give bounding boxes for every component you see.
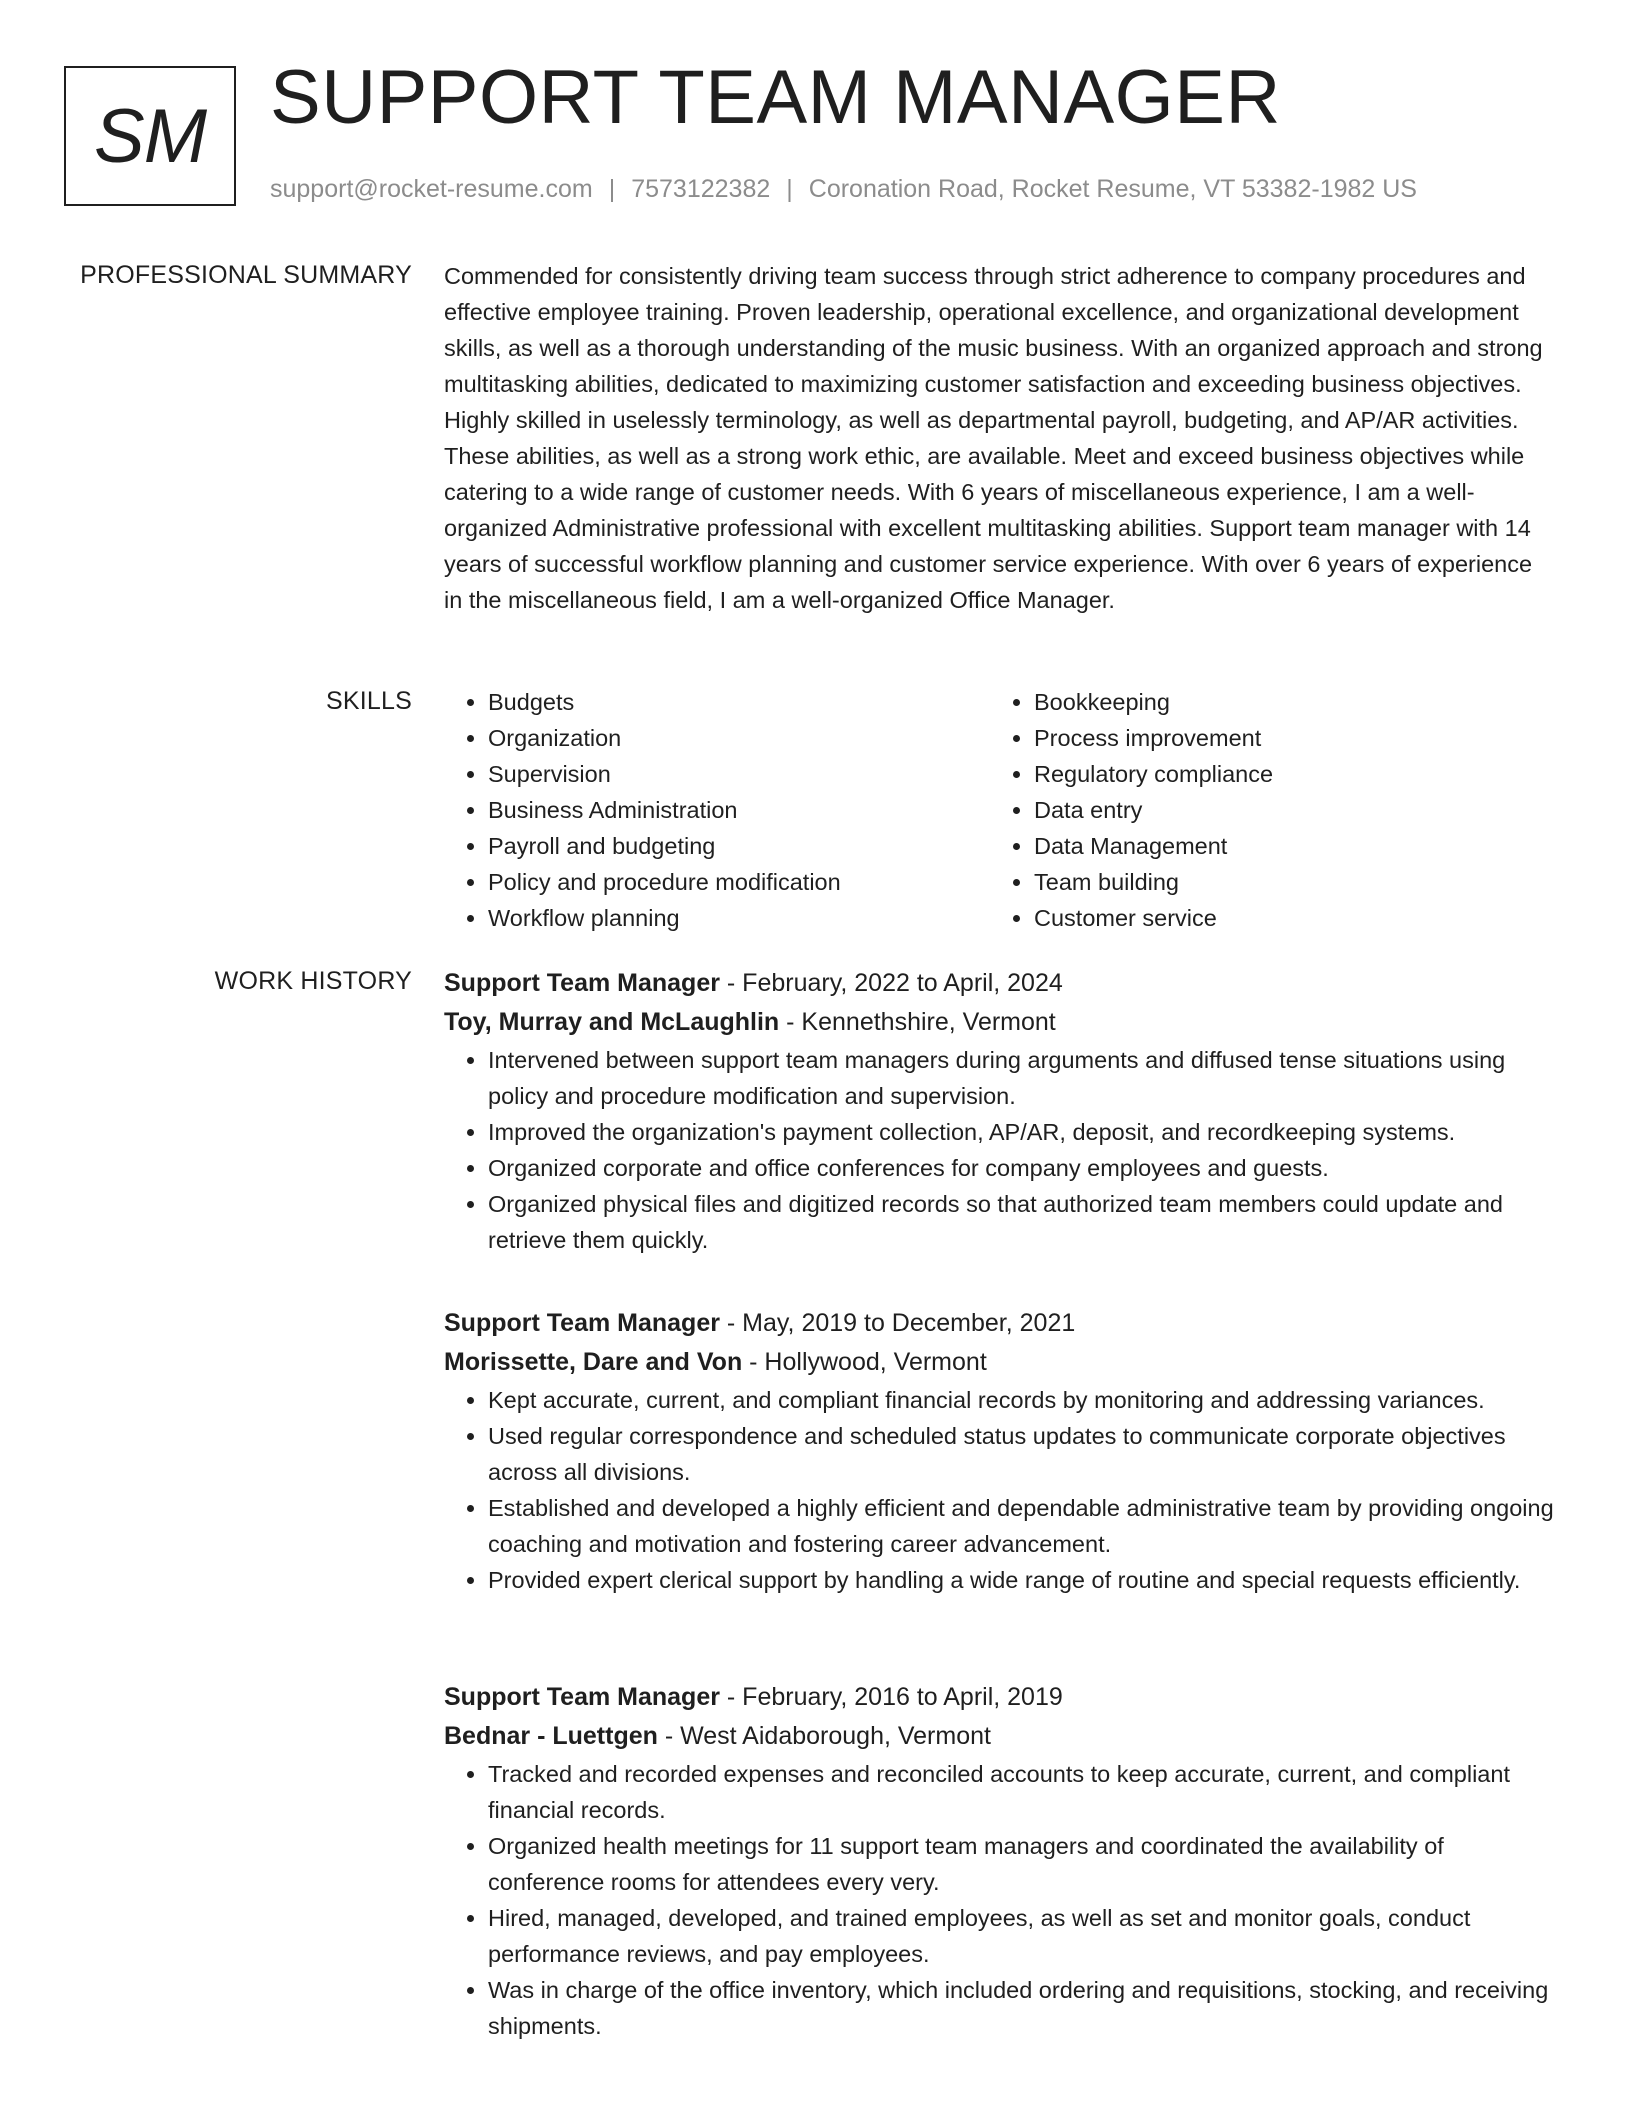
job-location: - Hollywood, Vermont [742, 1348, 987, 1376]
job-bullet: • Intervened between support team managers during arguments and diffused tense situations using policy and procedure modification and supervision. [488, 1042, 1556, 1114]
job-bullet: • Used regular correspondence and scheduled status updates to communicate corporate objectives across all divisions. [488, 1418, 1556, 1490]
job-entry [444, 1304, 1556, 1598]
skills-list-left [444, 684, 990, 936]
job-bullet: • Improved the organization's payment collection, AP/AR, deposit, and recordkeeping systems. [488, 1114, 1556, 1150]
job-company-line [444, 1717, 1556, 1756]
job-title-line [444, 1678, 1556, 1717]
skills-body [444, 684, 1556, 936]
skill-item: • Supervision [488, 756, 990, 792]
skill-item: • Bookkeeping [1034, 684, 1536, 720]
summary-text: Commended for consistently driving team success through strict adherence to company procedures and effective employee training. Proven leadership, operational excellence, and organizational development skills, as well as a thorough understanding of the music business. With an organized approach and strong multitasking abilities, dedicated to maximizing customer satisfaction and exceeding business objectives. Highly skilled in uselessly terminology, as well as departmental payroll, budgeting, and AP/AR activities. These abilities, as well as a strong work ethic, are available. Meet and exceed business objectives while catering to a wide range of customer needs. With 6 years of miscellaneous experience, I am a well-organized Administrative professional with excellent multitasking abilities. Support team manager with 14 years of successful workflow planning and customer service experience. With over 6 years of experience in the miscellaneous field, I am a well-organized Office Manager. [444, 263, 1543, 613]
job-title: Support Team Manager [444, 1309, 720, 1337]
job-entry [444, 964, 1556, 1258]
skill-item: • Organization [488, 720, 990, 756]
job-dates: - February, 2022 to April, 2024 [719, 969, 1063, 997]
job-bullet: • Organized corporate and office conferences for company employees and guests. [488, 1150, 1556, 1186]
job-bullets [444, 1756, 1556, 2044]
contact-email[interactable]: support@rocket-resume.com [270, 175, 593, 203]
job-bullet: • Hired, managed, developed, and trained employees, as well as set and monitor goals, conduct performance reviews, and pay employees. [488, 1900, 1556, 1972]
contact-line [270, 174, 1417, 204]
job-bullets [444, 1382, 1556, 1598]
job-company: Bednar - Luettgen [444, 1722, 658, 1750]
skill-item: • Data entry [1034, 792, 1536, 828]
job-company: Toy, Murray and McLaughlin [444, 1008, 780, 1036]
contact-separator: | [786, 175, 793, 203]
summary-body [444, 258, 1556, 618]
job-bullet: • Kept accurate, current, and compliant financial records by monitoring and addressing variances. [488, 1382, 1556, 1418]
skill-item: • Business Administration [488, 792, 990, 828]
job-bullet: • Provided expert clerical support by handling a wide range of routine and special requests efficiently. [488, 1562, 1556, 1598]
monogram-logo: SM [64, 66, 236, 206]
work-label: WORK HISTORY [214, 967, 412, 995]
job-company: Morissette, Dare and Von [444, 1348, 743, 1376]
job-bullets [444, 1042, 1556, 1258]
skill-item: • Payroll and budgeting [488, 828, 990, 864]
skill-item: • Regulatory compliance [1034, 756, 1536, 792]
skill-item: • Customer service [1034, 900, 1536, 936]
summary-label: PROFESSIONAL SUMMARY [80, 261, 412, 289]
job-bullet: • Organized health meetings for 11 support team managers and coordinated the availability of conference rooms for attendees every very. [488, 1828, 1556, 1900]
job-location: - Kennethshire, Vermont [779, 1008, 1056, 1036]
contact-address: Coronation Road, Rocket Resume, VT 53382-1982 US [808, 175, 1417, 203]
contact-separator: | [608, 175, 616, 203]
job-bullet: • Established and developed a highly efficient and dependable administrative team by providing ongoing coaching and motivation and fostering career advancement. [488, 1490, 1556, 1562]
job-bullet: • Tracked and recorded expenses and reconciled accounts to keep accurate, current, and compliant financial records. [488, 1756, 1556, 1828]
skill-item: • Team building [1034, 864, 1536, 900]
skill-item: • Data Management [1034, 828, 1536, 864]
job-title-line [444, 964, 1556, 1003]
job-bullet: • Was in charge of the office inventory, which included ordering and requisitions, stocking, and receiving shipments. [488, 1972, 1556, 2044]
skill-item: • Workflow planning [488, 900, 990, 936]
job-dates: - February, 2016 to April, 2019 [719, 1683, 1063, 1711]
job-title-line [444, 1304, 1556, 1343]
job-company-line [444, 1003, 1556, 1042]
skills-label: SKILLS [326, 687, 412, 715]
skills-list-right [990, 684, 1536, 936]
contact-phone[interactable]: 7573122382 [631, 175, 771, 203]
job-entry [444, 1678, 1556, 2044]
job-bullet: • Organized physical files and digitized records so that authorized team members could update and retrieve them quickly. [488, 1186, 1556, 1258]
skill-item: • Process improvement [1034, 720, 1536, 756]
skill-item: • Budgets [488, 684, 990, 720]
job-company-line [444, 1343, 1556, 1382]
job-title: Support Team Manager [444, 1683, 720, 1711]
job-title: Support Team Manager [444, 969, 720, 997]
job-location: - West Aidaborough, Vermont [657, 1722, 991, 1750]
page-title: SUPPORT TEAM MANAGER [270, 55, 1281, 140]
skill-item: • Policy and procedure modification [488, 864, 990, 900]
job-dates: - May, 2019 to December, 2021 [719, 1309, 1076, 1337]
